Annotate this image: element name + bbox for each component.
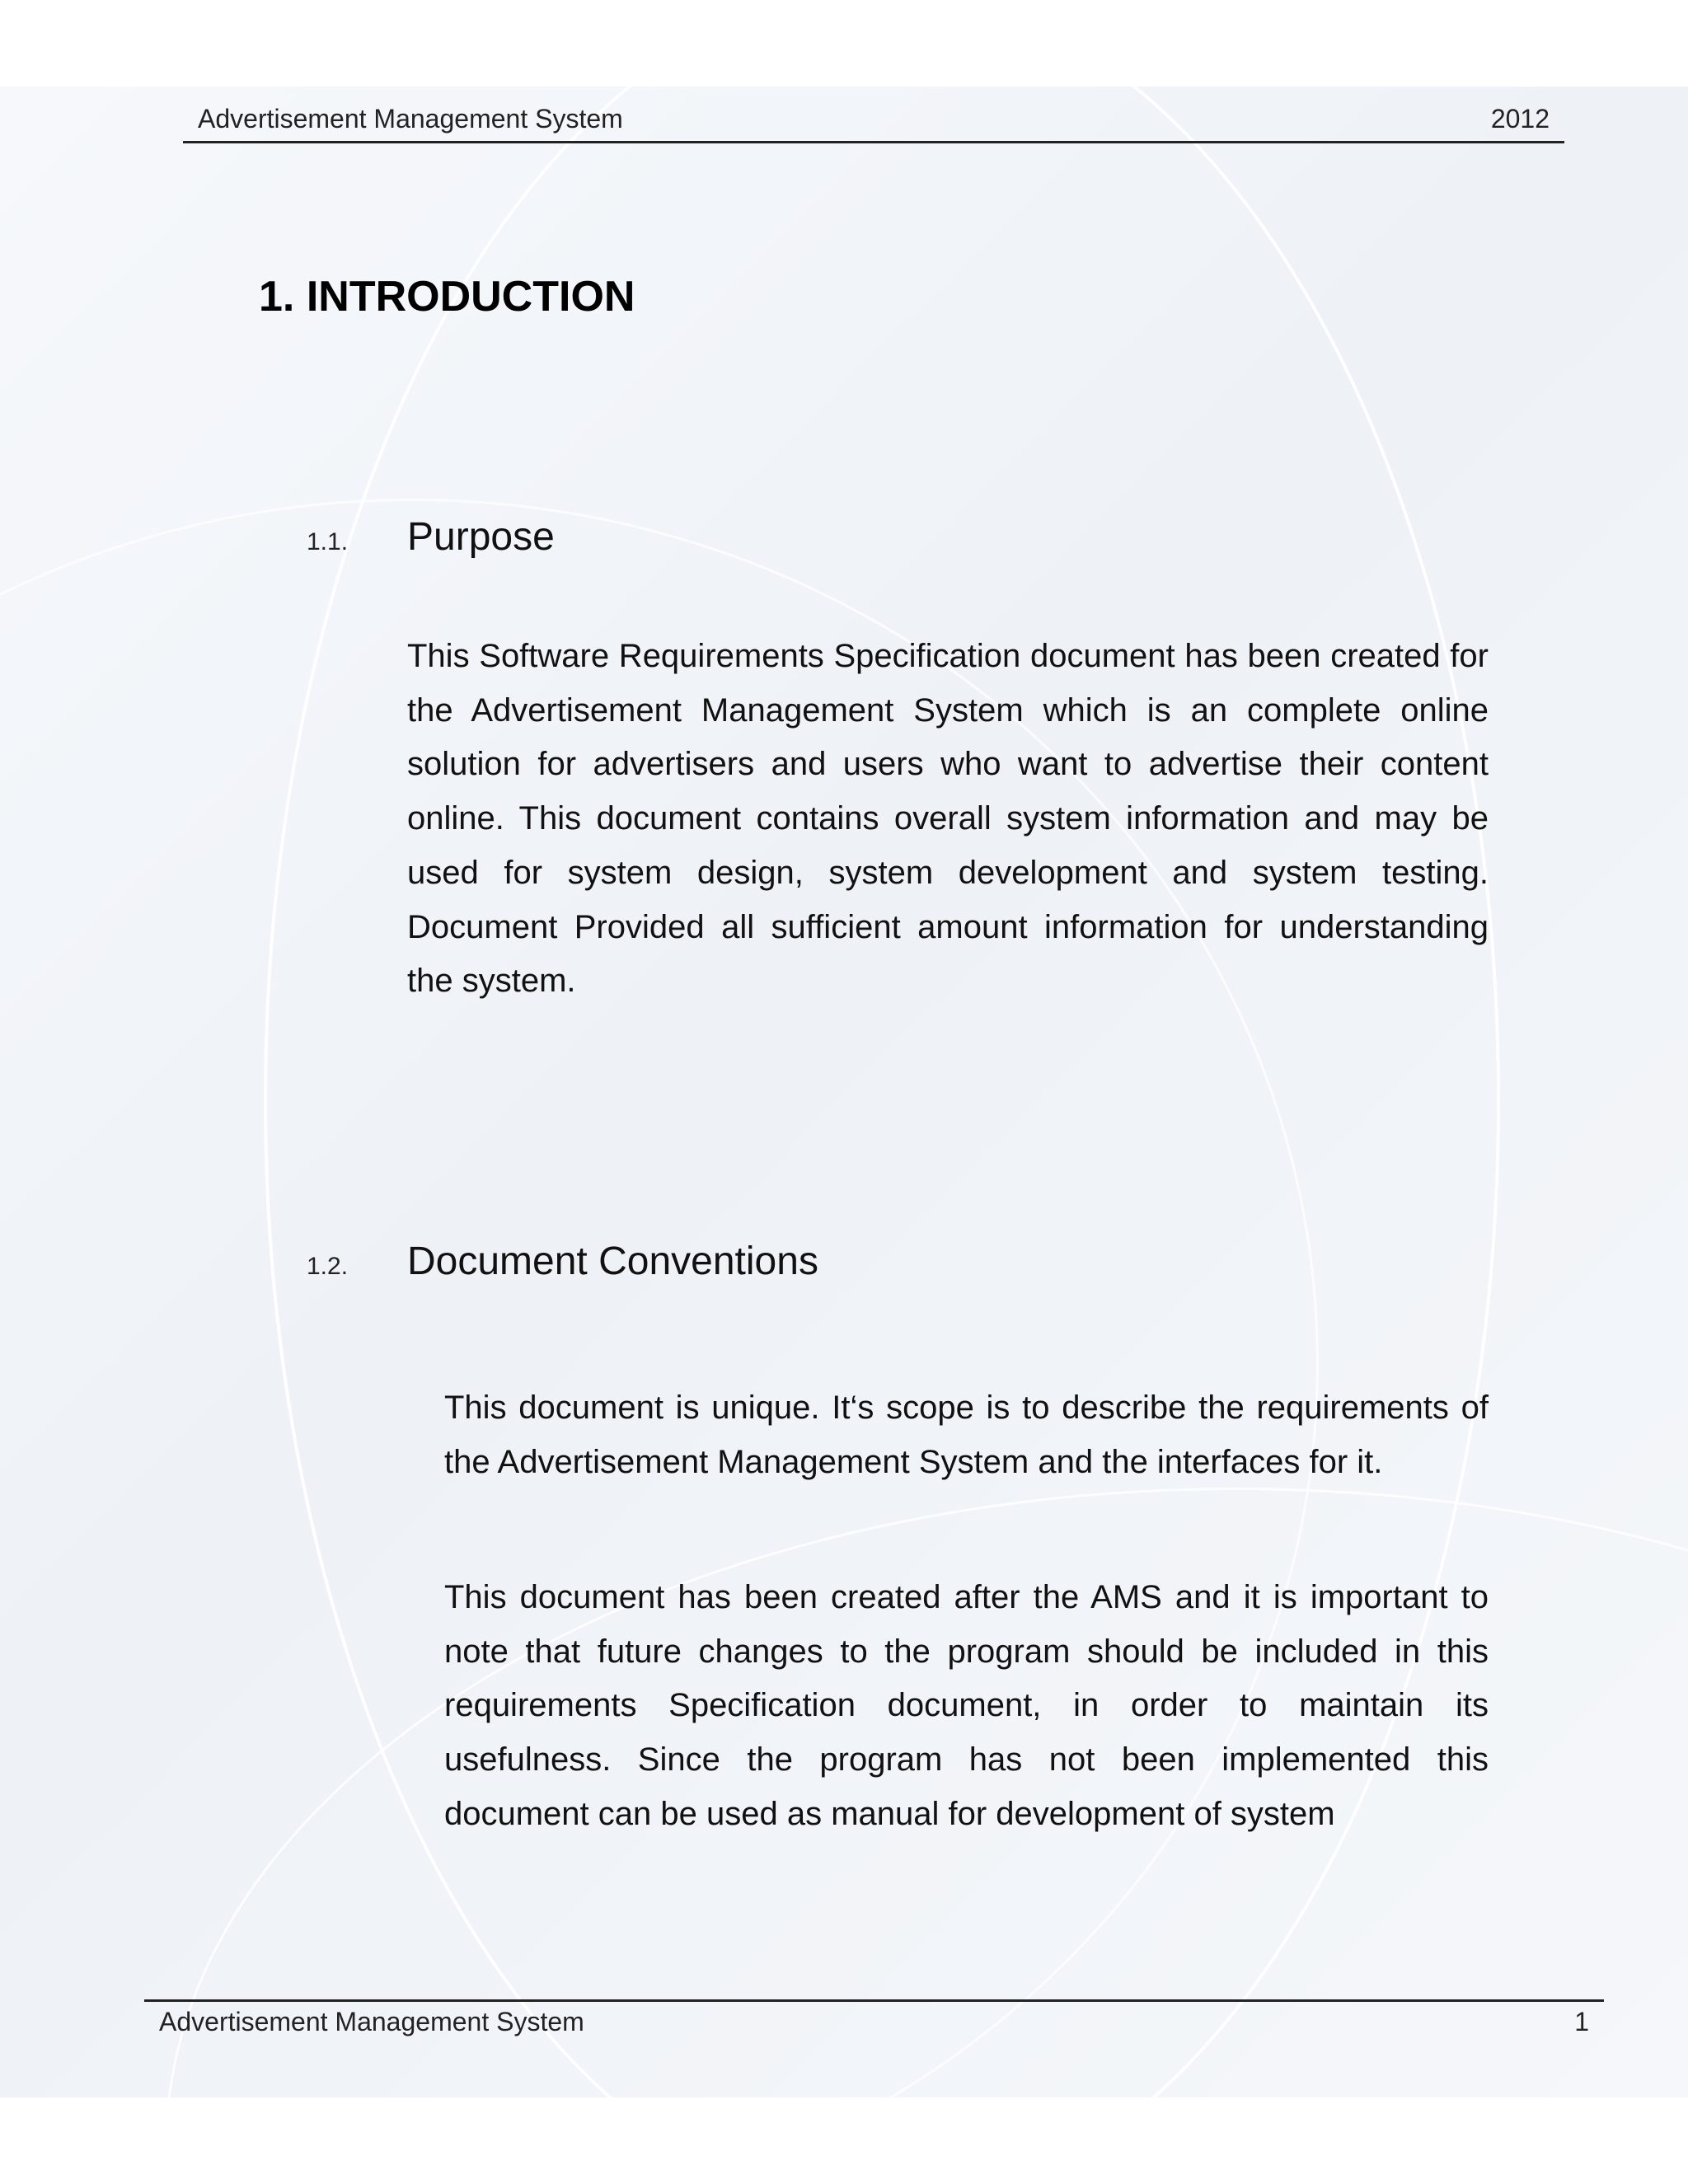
header-year: 2012 [1490,104,1550,134]
section-number: 1.1. [307,528,349,555]
purpose-paragraph: This Software Requirements Specification document has been created for the Advertisement Management System which is an complete online solution for advertisers and users who want to advertise their content online. This document contains overall system information and may be used for system design, system development and system testing. Document Provided all sufficient amount information for understanding the system. [407,638,1489,1000]
section-title: Document Conventions [407,1240,818,1283]
section-heading-purpose [307,514,555,560]
header-title: Advertisement Management System [198,104,623,134]
conventions-paragraph-1: This document is unique. It‘s scope is to describe the requirements of the Advertisement Management System and the interfaces for it. [444,1390,1489,1480]
section-title: Purpose [407,515,555,559]
page-header [183,97,1564,143]
page-number: 1 [1574,2007,1589,2036]
chapter-title: 1. INTRODUCTION [259,273,635,321]
section-number: 1.2. [307,1253,349,1280]
section-heading-document-conventions [307,1239,818,1284]
page-footer [144,1999,1604,2049]
conventions-paragraph-2: This document has been created after the AMS and it is important to note that future changes to the program should be included in this requirements Specification document, in order to maintain its usefulness. Since the program has not been implemented this document can be used as manual for development of system [444,1579,1489,1832]
footer-title: Advertisement Management System [159,2007,584,2036]
